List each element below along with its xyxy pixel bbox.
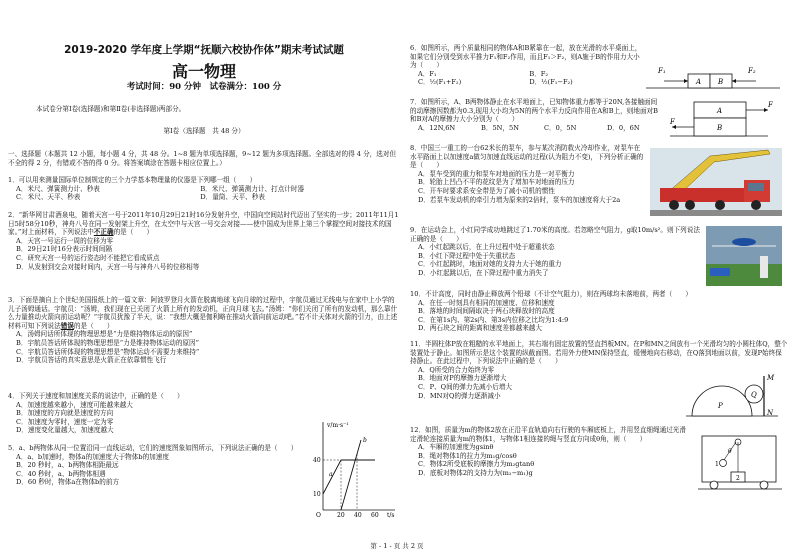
q2-stem-tail: 的是（ ） (113, 228, 154, 237)
subject-title: 高一物理 (171, 62, 236, 81)
v-axis-label: v/m·s⁻¹ (327, 422, 349, 429)
instructions: 本试卷分第Ⅰ卷(选择题)和第Ⅱ卷(非选择题)两部分。 (36, 105, 186, 113)
q7-option-a: A．12N,6N (418, 123, 456, 132)
q10-option-b: B．落地的时间间隔取决于两石块释放时的高度 (418, 307, 555, 316)
q6-option-c: C．½(F₁+F₂) (418, 78, 462, 87)
q12-stem: 12．如图，质量为m的物体2放在正沿平直轨道向右行驶的车厢底板上，并用竖直细绳通过光滑定滑轮连接质量为m的物体1，与物体1相连接的绳与竖直方向成θ角，则（ ） (410, 426, 686, 443)
pump-truck-image (650, 148, 782, 216)
q2-negation: 不正确 (93, 228, 114, 237)
n-label: N (767, 409, 774, 417)
q9-option-a: A．小红起跳以后，在上升过程中处于超重状态 (418, 243, 555, 252)
block-b-label: B (717, 124, 723, 132)
q10-option-a: A．在任一时刻具有相同的加速度、位移和速度 (418, 298, 555, 307)
p-label: P (718, 402, 723, 410)
wheel-3 (715, 200, 725, 210)
q3-negation: 错误 (60, 321, 74, 330)
q4-option-a: A．加速度越来越小，速度可能越来越大 (16, 400, 133, 409)
f1-label: F₁ (658, 67, 666, 75)
question-1 (8, 176, 400, 202)
q3-stem: 3．下面是摘自上个世纪美国报纸上的一篇文章：阿波罗登月火箭在脱离地球飞向月球的过程中，宇航员通过无线电与在家中上小学的儿子汤姆通话。宇航员：“汤姆，我们现在已关闭了火箭上所有的发动机，正向月球飞去。”汤姆：“你们关闭了所有的发动机，那么靠什么力量推动火箭向前运动呢？”宇航员犹豫了半天，说：“我想大概是伽利略在推动火箭向前运动吧。”若不计天体对火箭的引力，由上述材料可知下列说法 (8, 296, 398, 330)
q1-option-a: A．米尺、弹簧测力计、秒表 (16, 184, 100, 193)
q8-option-d: D．若泵车发动机的牵引力增为原来的2倍时，泵车的加速度将大于2a (418, 195, 621, 204)
block-b-label: B (718, 78, 724, 86)
q4-option-b: B．加速度的方向就是速度的方向 (16, 409, 114, 418)
wheel-4 (751, 200, 761, 210)
block-a-label: A (717, 107, 723, 115)
q7-option-d: D．0，6N (607, 123, 640, 132)
q10-option-d: D．两石块之间的距离和速度差都越来越大 (418, 324, 542, 333)
q8-option-c: C．开车时要求系安全带是为了减小司机的惯性 (418, 186, 555, 195)
q11-stem: 11．半圆柱体P放在粗糙的水平地面上，其右端有固定放置的竖直挡板MN。在P和MN之间放有一个光滑均匀的小圆柱体Q，整个装置处于静止。如图所示是这个装置的纵截面图。若用外力使MN保持竖直，缓慢地向右移动，在Q落到地面以前，发现P始终保持静止。在此过程中，下列说法中正确的是（ ） (410, 340, 788, 366)
q1-option-c: C．米尺、天平、秒表 (16, 193, 81, 202)
wheel-1 (669, 200, 679, 210)
q1-option-d: D．量筒、天平、秒表 (200, 193, 265, 202)
q12-option-b: B．绳对物体1的拉力为m₁g/cosθ (418, 451, 517, 460)
vt-graph (313, 418, 398, 518)
origin-label: O (316, 512, 321, 518)
arrowhead-f2 (732, 79, 736, 83)
q11-option-d: D．MN对Q的弹力逐渐减小 (418, 391, 501, 400)
question-4 (8, 392, 308, 435)
q2-option-b: B．29日21时16分表示时间间隔 (16, 245, 112, 254)
q11-option-c: C．P、Q间的弹力先减小后增大 (418, 382, 513, 391)
q5-option-d: D．60 秒时，物体a在物体b的前方 (16, 478, 120, 487)
jumper (732, 238, 756, 246)
cab-window (748, 183, 764, 191)
question-3 (8, 296, 400, 365)
q7-stem: 7．如图所示，A、B两物体静止在水平地面上，已知物体重力都等于20N,各接触面间的动摩擦因数都为0.3,现用大小均为5N的两个水平力反向作用在A和B上，则地面对B和B对A的摩擦力大小分别为（ ） (410, 98, 658, 124)
q11-figure (682, 368, 782, 422)
block-a-label: A (696, 78, 702, 86)
q10-stem: 10．不计高度，同时由静止释放两个铅球（不计空气阻力），则在两球均未落地前，两者（ ） (410, 290, 693, 298)
q3-option-c: C．宇航员答话所体现的物理思想是“物体运动不需要力来维持” (16, 347, 200, 356)
exam-title: 2019-2020 学年度上学期“抚顺六校协作体”期末考试试题 (64, 44, 344, 56)
x60-label: 60 (371, 512, 379, 518)
q6-figure (644, 62, 782, 92)
truck-body (660, 188, 744, 202)
q4-option-d: D．速度变化量越大，加速度越大 (16, 426, 114, 435)
q12-figure (698, 430, 782, 492)
half-cylinder-p (692, 386, 752, 416)
arrowhead-f1 (684, 79, 688, 83)
x20-label: 20 (337, 512, 345, 518)
q2-option-a: A．天宫一号运行一周的位移为零 (16, 236, 114, 245)
q12-option-c: C．物体2所受底板的摩擦力为m₂gtanθ (418, 460, 535, 469)
y10-label: 10 (313, 491, 321, 498)
q7-figure (668, 98, 778, 140)
q4-stem: 4．下列关于速度和加速度关系的说法中，正确的是（ ） (8, 392, 184, 400)
t-axis-label: t/s (387, 512, 395, 518)
f2-label: F₂ (748, 67, 756, 75)
road (650, 210, 782, 216)
spectator (760, 256, 768, 278)
page-footer: 第 - 1 - 页 共 2 页 (370, 542, 424, 550)
theta-label: θ (728, 448, 732, 455)
object-1 (720, 460, 727, 467)
q6-option-d: D．½(F₁−F₂) (529, 78, 573, 87)
q1-option-b: B．米尺、弹簧测力计、打点计时器 (200, 184, 305, 193)
q2-option-d: D．从发射到交会对接时间内，天宫一号与神舟八号的位移相等 (16, 262, 200, 271)
wheel-2 (685, 200, 695, 210)
wheel-right (760, 481, 768, 489)
q11-option-a: A．Q所受的合力始终为零 (418, 365, 495, 374)
q9-option-d: D．小红起跳以后，在下降过程中重力消失了 (418, 268, 549, 277)
exam-meta: 考试时间：90 分钟 试卷满分：100 分 (126, 82, 282, 92)
section-intro: 一、选择题（本题共 12 小题，每小题 4 分，共 48 分。1~8 题为单项选择题，9~12 题为多项选择题。全部选对的得 4 分，选对但不全的得 2 分，有错或不答的得 0 分。将答案填涂在答题卡相应位置上。） (8, 150, 397, 167)
q12-option-a: A．车厢的加速度为gsinθ (418, 443, 494, 452)
right-column (410, 0, 788, 560)
q6-option-a: A．F₁ (418, 69, 437, 78)
q8-option-b: B．轮胎上凹凸不平的花纹是为了增加车对地面的压力 (418, 178, 575, 187)
wheel-left (710, 481, 718, 489)
question-5 (8, 444, 308, 487)
q-label: Q (751, 391, 757, 399)
f-label-top: F (768, 101, 773, 109)
left-column (8, 0, 400, 560)
q8-option-a: A．泵车受到的重力和泵车对地面的压力是一对平衡力 (418, 169, 575, 178)
q10-option-c: C．在第1s内、第2s内、第3s内位移之比均为1:4:9 (418, 315, 569, 324)
f-label-bottom: F (670, 118, 675, 126)
q8-stem: 8．中国三一重工的一台62米长的泵车，参与某次消防救火冷却作业，对泵车在水平路面上以加速度a做匀加速直线运动的过程(认为阻力不变)，下列分析正确的是（ ） (410, 144, 644, 170)
q11-option-b: B．地面对P的摩擦力逐渐增大 (418, 374, 507, 383)
y40-label: 40 (313, 457, 321, 464)
high-jump-image (706, 226, 782, 286)
q3-stem-tail: 的是（ ） (73, 321, 114, 330)
q6-stem: 6．如图所示，两个质量相同的物体A和B紧靠在一起，放在光滑的水平桌面上，如果它们分别受到水平推力F₁和F₂作用，而且F₁＞F₂，则A施于B的作用力大小为（ ） (410, 44, 642, 70)
q5-option-b: B．20 秒时，a、b两物体相距最远 (16, 461, 119, 470)
question-10 (410, 290, 788, 333)
q3-option-a: A．汤姆问话所体现的物理思想是“力是维持物体运动的原因” (16, 330, 193, 339)
part-heading: 第Ⅰ卷（选择题 共 48 分） (163, 127, 245, 135)
q3-option-b: B．宇航员答话所体现的物理思想是“力是维持物体运动的原因” (16, 338, 200, 347)
q7-option-b: B．5N，5N (481, 123, 519, 132)
line-b (341, 440, 361, 510)
label-a: a (329, 471, 333, 478)
question-2 (8, 211, 400, 271)
object-2-label: 2 (736, 475, 740, 482)
q4-option-c: C．加速度为零时，速度一定为零 (16, 417, 114, 426)
q6-option-b: B．F₂ (529, 69, 549, 78)
label-b: b (363, 437, 367, 444)
object-1-label: 1 (715, 461, 719, 468)
q7-option-c: C．0，5N (544, 123, 577, 132)
q2-option-c: C．研究天宫一号的运行姿态时不能把它看成质点 (16, 253, 160, 262)
q1-stem: 1．可以用来测量国际单位制规定的三个力学基本物理量的仪器是下列哪一组（ ） (8, 176, 257, 184)
q5-stem: 5．a、b两物体从同一位置沿同一直线运动，它们的速度图象如图所示，下列说法正确的是（ ） (8, 444, 298, 452)
q2-stem: 2．“新华网甘肃酒泉电，随着天宫一号于2011年10月29日21时16分发射升空，中国向空间站时代迈出了坚实的一步；2011年11月1日5时58分10秒，神舟八号在同一发射架上升空，在太空中与天宫一号交会对接——使中国成为世界上第三个掌握空间对接技术的国家。”对上面材料，下列说法中 (8, 211, 399, 237)
q3-option-d: D．宇航员答话的真实意思是火箭正在依靠惯性飞行 (16, 356, 167, 365)
q5-option-a: A．a、b加速时，物体a的加速度大于物体b的加速度 (16, 452, 169, 461)
m-label: M (767, 374, 775, 382)
q5-option-c: C．40 秒时，a、b两物体相遇 (16, 469, 106, 478)
q9-stem: 9．在运动会上，小红同学成功地跳过了1.70米的高度。若忽略空气阻力，g取10m/s²。则下列说法正确的是（ ） (410, 226, 700, 243)
q9-option-c: C．小红起跳时，地面对她的支持力大于她的重力 (418, 260, 562, 269)
q12-option-d: D．底板对物体2的支持力为(m₂−m₁)g (418, 468, 533, 477)
x40-label: 40 (354, 512, 362, 518)
landing-mat (710, 268, 730, 276)
q9-option-b: B．小红下降过程中处于失重状态 (418, 251, 516, 260)
